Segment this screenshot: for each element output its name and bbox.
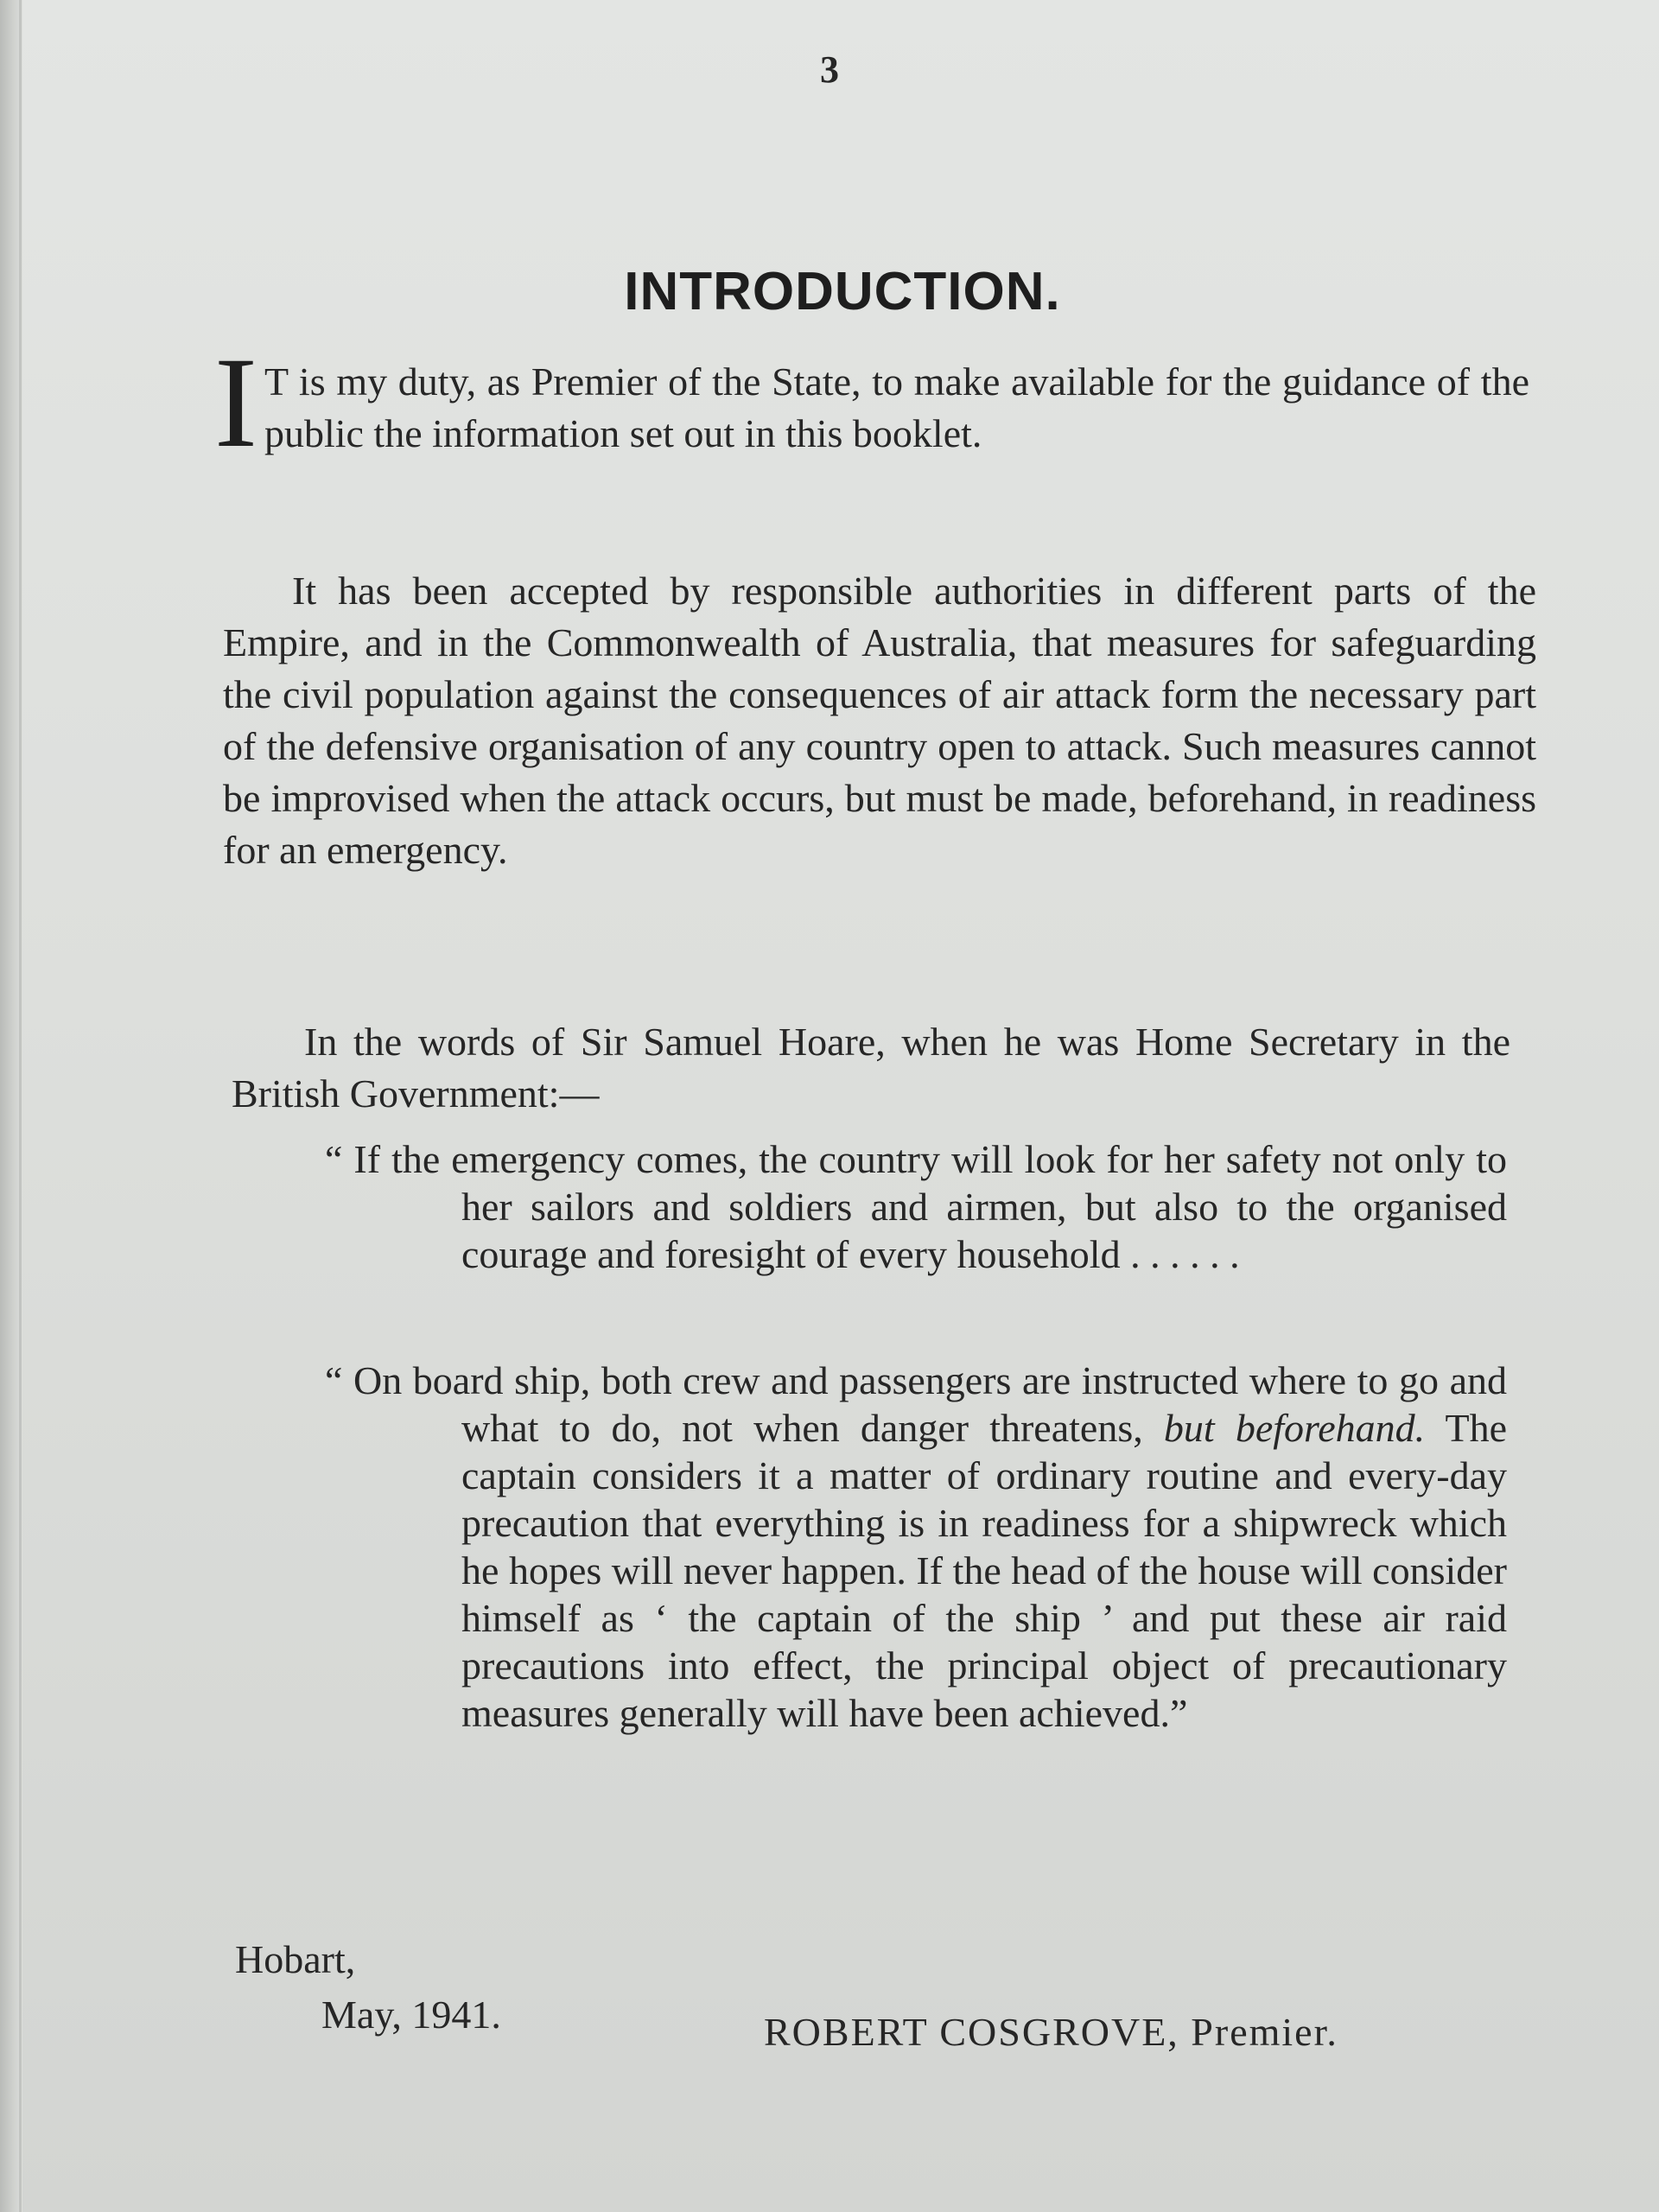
intro-paragraph-1 (214, 331, 1529, 474)
quote-paragraph-2 (325, 1357, 1507, 1737)
page-number: 3 (820, 48, 839, 91)
quote-paragraph-1: “ If the emergency comes, the country will look for her safety not only to her sailors and soldiers and airmen, but also to the organised courage and foresight of every household . . . . . . (325, 1137, 1507, 1276)
signature-place: Hobart, (235, 1937, 356, 1981)
signature-name: ROBERT COSGROVE, (764, 2010, 1179, 2054)
quote-2-text-after: The captain considers it a matter of ordinary routine and every-day precaution that everything is in readiness for a shipwreck which he hopes will never happen. If the head of the house will consider himself as ‘ the captain of the ship ’ and put these air raid precautions into effect, the principal object of precautionary measures generally will have been achieved.” (461, 1406, 1507, 1735)
signature-position: Premier. (1191, 2010, 1338, 2054)
quote-2-italic-text: but beforehand. (1163, 1406, 1426, 1450)
signature-block (764, 2006, 1338, 2058)
intro-paragraph-3: In the words of Sir Samuel Hoare, when he was Home Secretary in the British Government:— (232, 1020, 1510, 1116)
drop-cap: I (214, 331, 257, 474)
intro-paragraph-2: It has been accepted by responsible authorities in different parts of the Empire, and in the Commonwealth of Australia, that measures for safeguarding the civil population against the consequences of air attack form the necessary part of the defensive organisation of any country open to attack. Such measures cannot be improvised when the attack occurs, but must be made, beforehand, in readiness for an emergency. (223, 569, 1536, 872)
paragraph-1-text: T is my duty, as Premier of the State, to make available for the guidance of the public the information set out in this booklet. (264, 359, 1529, 455)
signature-date: May, 1941. (321, 1993, 501, 2037)
quote-2-text-before: “ On board ship, both crew and passengers are instructed where to go and what to do, not when danger threatens, (325, 1358, 1507, 1450)
page-crease (19, 0, 22, 2212)
page-title: INTRODUCTION. (624, 262, 1061, 321)
